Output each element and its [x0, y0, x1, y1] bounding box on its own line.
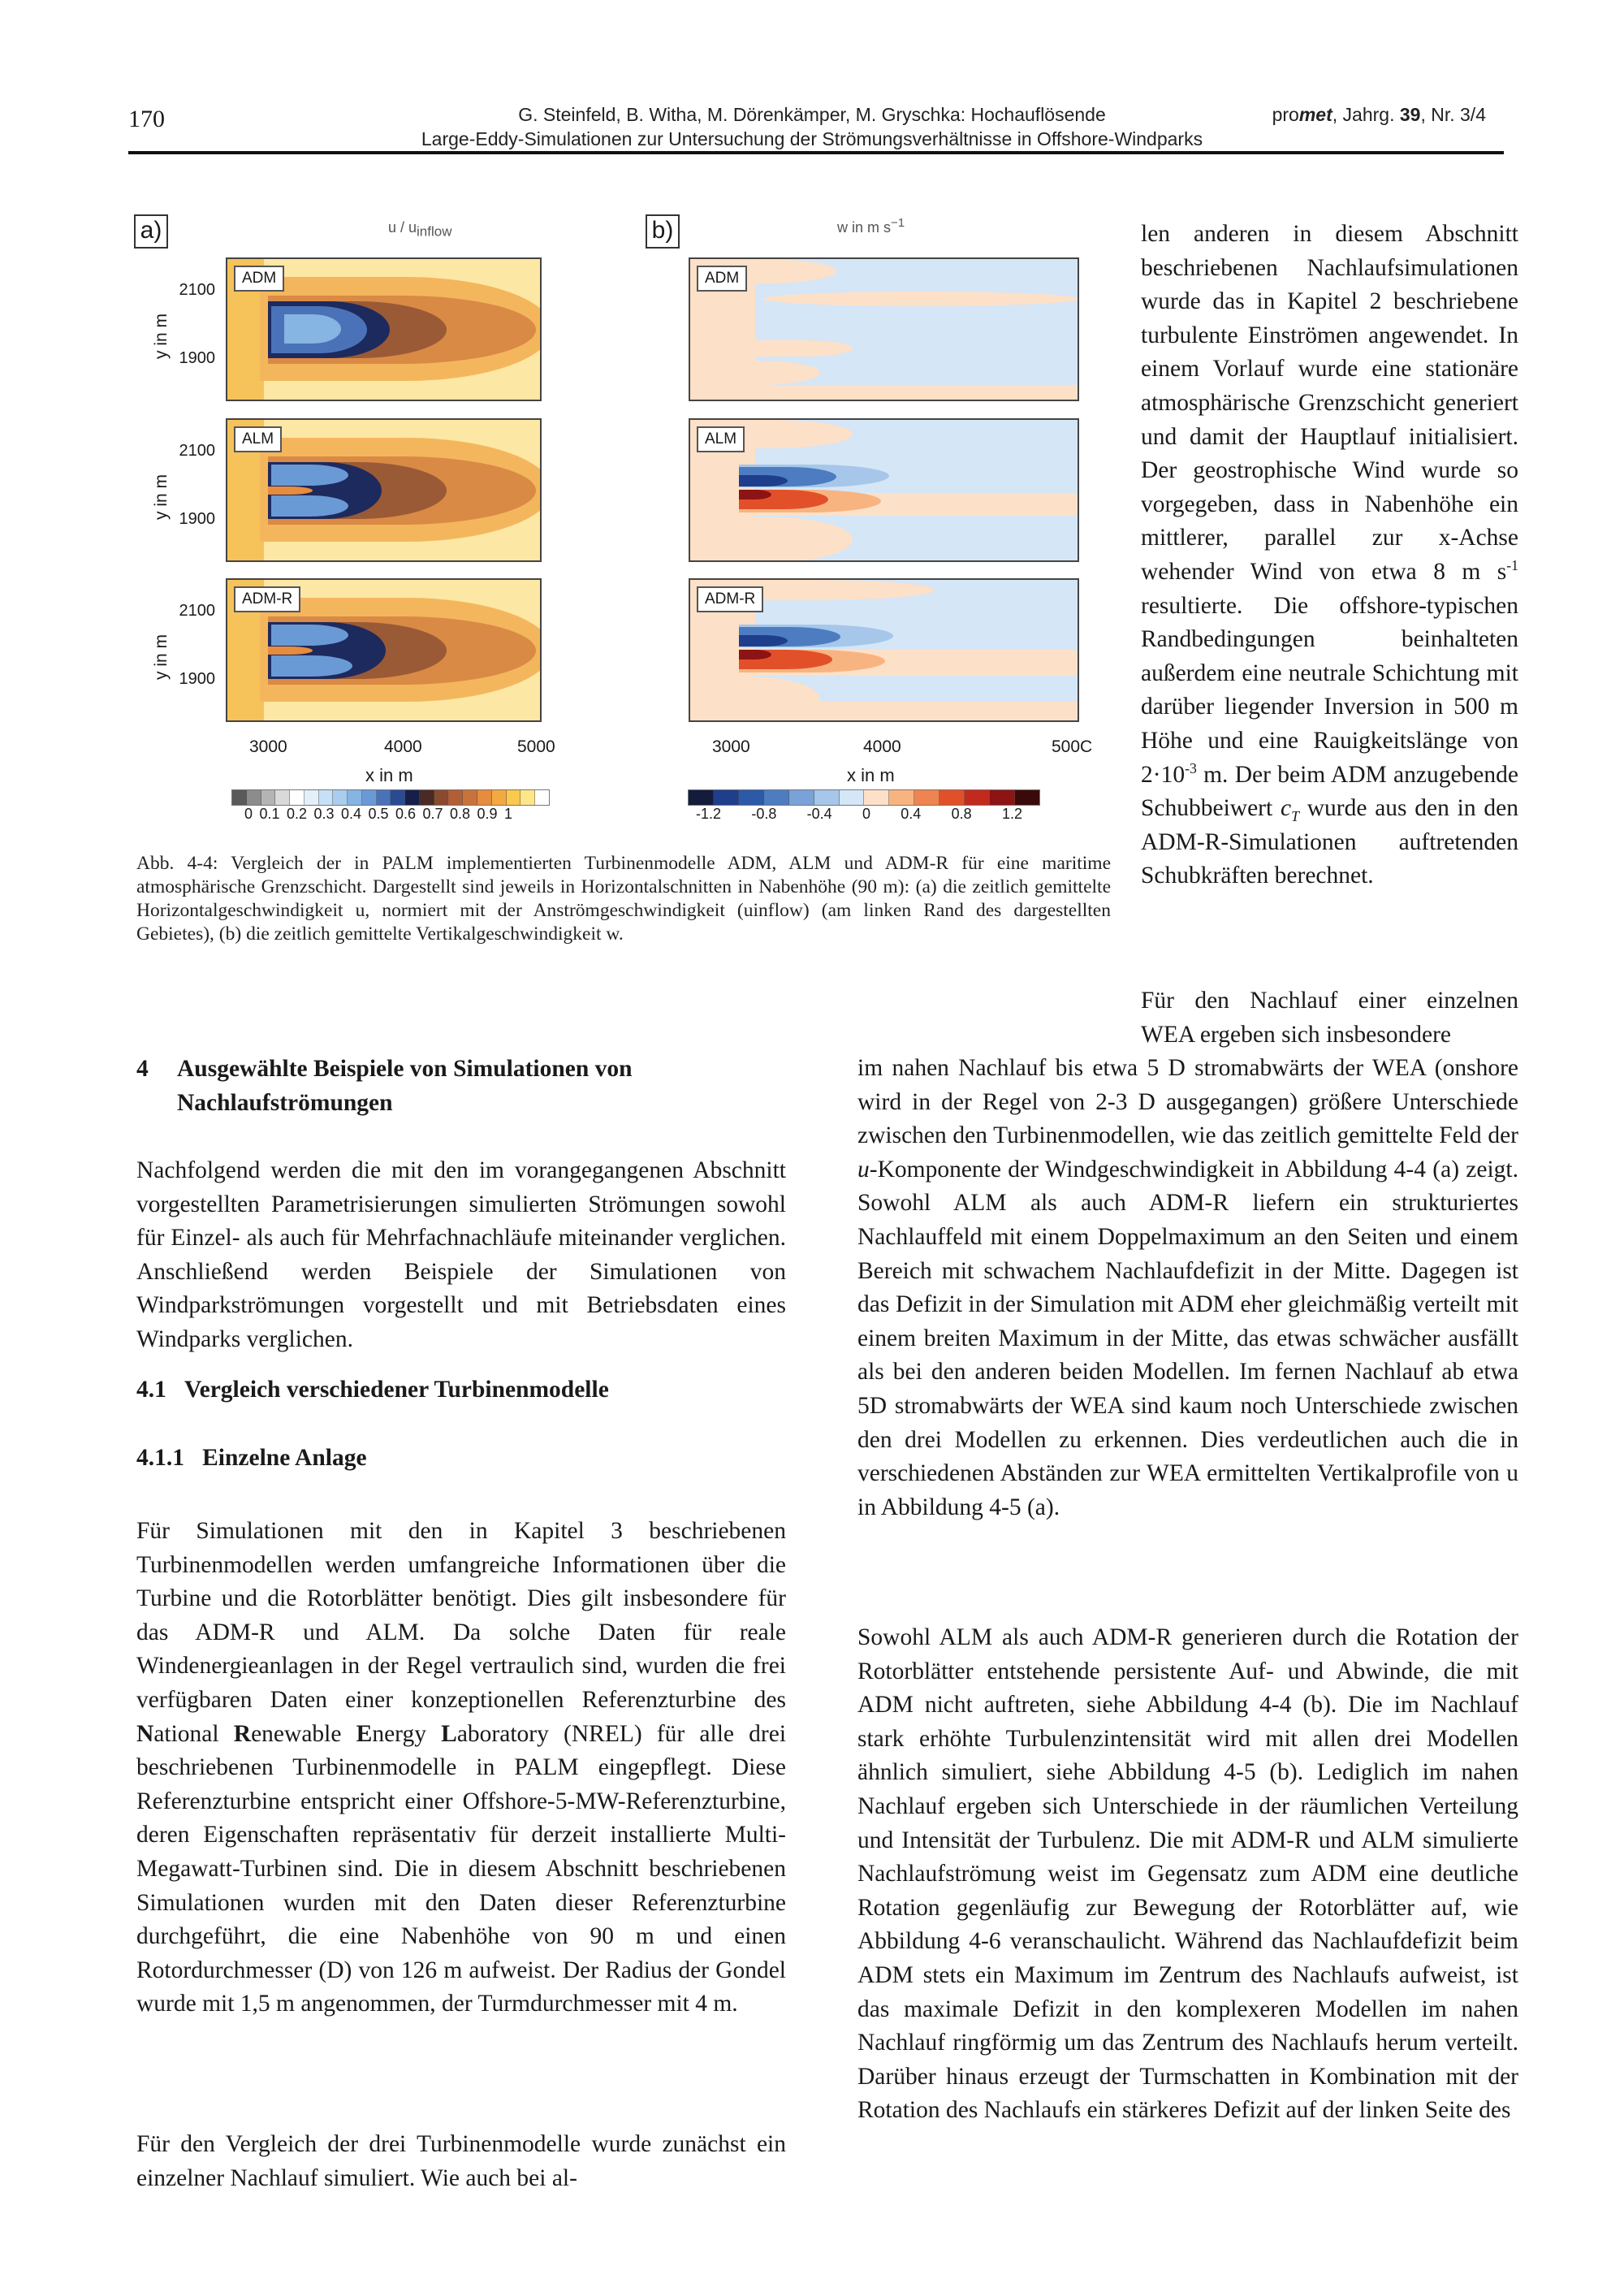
running-title-line-2: Large-Eddy-Simulationen zur Untersuchung der Strömungsverhältnisse in Offshore-Windparks — [421, 128, 1203, 149]
colorbar-tick-label: 0 — [862, 806, 870, 822]
colorbar-swatch — [939, 790, 965, 805]
journal-name-emphasis: met — [1298, 104, 1332, 125]
nrel-letter-r: R — [233, 1720, 252, 1747]
roughness-exponent: -3 — [1185, 759, 1197, 776]
colorbar-swatch — [232, 790, 247, 805]
right-column-paragraph-2-intro: Für den Nachlauf einer einzelnen WEA ergeben sich insbesondere — [1141, 988, 1518, 1048]
colorbar-swatch — [362, 790, 377, 805]
section-number: 4 — [136, 1056, 149, 1082]
colorbar-tick-label: -0.8 — [751, 806, 777, 822]
model-tag-adm-a: ADM — [234, 266, 284, 292]
right-column-paragraph-3: Sowohl ALM als auch ADM-R generieren durch die Rotation der Rotorblätter entstehende persistente Auf- und Abwinde, die mit ADM nicht auftreten, siehe Abbildung 4-4 (b). Die im Nachlauf stark erhöhte Turbulenzintensität wird mit allen drei Modellen ähnlich simuliert, siehe Abbildung 4-5 (b). Lediglich im nahen Nachlauf ergeben sich Unterschiede in der räumlichen Verteilung und Intensität der Turbulenz. Die mit ADM-R und ALM simulierte Nachlaufströmung weist im Gegensatz zum ADM eine deutliche Rotation gegenläufig zur Bewegung der Rotorblätter auf, wie Abbildung 4-6 veranschaulicht. Während das Nachlaufdefizit beim ADM stets ein Maximum im Zentrum des Nachlaufs aufweist, ist das maximale Defizit in den komplexeren Modellen im nahen Nachlauf ringförmig um das Zentrum des Nachlaufs herum verteilt. Darüber hinaus erzeugt der Turmschatten in Kombination mit der Rotation des Nachlaufs ein stärkeres Defizit auf der linken Seite des — [857, 1624, 1518, 2124]
plot-a-adm — [226, 257, 542, 401]
plot-a-admr — [226, 578, 542, 722]
ytick-1900: 1900 — [179, 670, 215, 688]
colorbar-swatch — [391, 790, 405, 805]
colorbar-swatch — [990, 790, 1015, 805]
panel-a-ylabel-1: y in m — [152, 313, 171, 359]
panel-a-title-sub: inflow — [417, 223, 452, 240]
figure-caption: Abb. 4-4: Vergleich der in PALM implementierten Turbinenmodelle ADM, ALM und ADM-R für eine maritime atmosphärische Grenzschicht. Dargestellt sind jeweils in Horizontalschnitten in Nabenhöhe (90 m): (a) die zeitlich gemittelte Horizontalgeschwindigkeit u, normiert mit der Anströmgeschwindigkeit (uinflow) (am linken Rand des dargestellten Gebietes), (b) die zeitlich gemittelte Vertikalgeschwindigkeit w. — [136, 853, 1111, 945]
colorbar-tick-label: 0.5 — [368, 806, 389, 822]
section-title: Ausgewählte Beispiele von Simulationen von Nachlaufströmungen — [177, 1056, 633, 1116]
colorbar-swatch — [789, 790, 814, 805]
model-tag-admr-b: ADM-R — [697, 586, 763, 612]
nrel-word: enewable — [251, 1720, 356, 1747]
journal-issue: , Nr. 3/4 — [1420, 104, 1486, 125]
colorbar-swatch — [535, 790, 549, 805]
paragraph-text-end: wurde aus den in den ADM-R-Simulationen auftretenden Schubkräften berechnet. — [1141, 795, 1518, 889]
colorbar-swatch — [420, 790, 434, 805]
paragraph-text-cont-2: m. Der beim ADM anzugebende Schubbeiwert — [1141, 761, 1518, 822]
nrel-letter-e: E — [356, 1720, 373, 1747]
panel-b-label: b) — [646, 214, 680, 249]
plot-b-admr — [689, 578, 1079, 722]
right-column-paragraph-2 — [857, 1052, 1518, 1524]
colorbar-swatch — [348, 790, 362, 805]
xtick-3000: 3000 — [249, 737, 287, 756]
paragraph-text: Für Simulationen mit den in Kapitel 3 beschriebenen Turbinenmodellen werden umfangreiche Informationen über die Turbine und die Rotorblätter benötigt. Dies gilt insbesondere für das ADM-R und ALM. Da solche Daten für reale Windenergieanlagen in der Regel vertraulich sind, wurden die frei verfügbaren Daten einer konzeptionellen Referenzturbine des — [136, 1518, 786, 1713]
wind-speed-value: 8 m s — [1433, 558, 1507, 585]
section-4-heading — [136, 1053, 786, 1120]
paragraph-text-cont: resultierte. Die offshore-typischen Randbedingungen beinhalteten außerdem eine neutrale Schichtung mit darüber liegender Inversion in 500 m Höhe und eine Rauigkeitslänge von 2·10 — [1141, 592, 1518, 788]
running-title — [365, 102, 1259, 151]
panel-a-ylabel-2: y in m — [152, 473, 171, 520]
colorbar-tick-label: 0 — [244, 806, 253, 822]
u-component-symbol: u — [857, 1156, 870, 1183]
ytick-2100: 2100 — [179, 442, 215, 460]
nrel-word: aboratory — [456, 1720, 549, 1747]
colorbar-swatch — [965, 790, 990, 805]
colorbar-swatch — [689, 790, 714, 805]
thrust-coefficient-symbol: c — [1280, 795, 1292, 822]
colorbar-swatch — [463, 790, 477, 805]
colorbar-swatch — [377, 790, 391, 805]
colorbar-tick-label: 1.2 — [1001, 806, 1022, 822]
journal-reference — [1272, 104, 1486, 126]
model-tag-admr-a: ADM-R — [234, 586, 300, 612]
model-tag-alm-b: ALM — [697, 426, 745, 452]
model-tag-adm-b: ADM — [697, 266, 747, 292]
xtick-5000-b: 500C — [1052, 737, 1093, 756]
figure-4-4 — [134, 213, 1125, 830]
colorbar-b-ticks — [696, 806, 1022, 823]
colorbar-tick-label: 0.4 — [901, 806, 922, 822]
section-title: Einzelne Anlage — [202, 1445, 367, 1471]
xtick-4000: 4000 — [384, 737, 422, 756]
colorbar-tick-label: 0.1 — [259, 806, 280, 822]
colorbar-swatch — [434, 790, 449, 805]
colorbar-swatch — [448, 790, 463, 805]
colorbar-tick-label: 0.6 — [395, 806, 417, 822]
wind-speed-exponent: -1 — [1506, 557, 1518, 574]
colorbar-tick-label: 0.7 — [422, 806, 443, 822]
colorbar-swatch — [1015, 790, 1039, 805]
panel-a-label: a) — [134, 214, 168, 249]
panel-b-title — [837, 216, 905, 236]
colorbar-tick-label: -1.2 — [696, 806, 722, 822]
paragraph-text: len anderen in diesem Abschnitt beschriebenen Nachlaufsimulationen wurde das in Kapitel 2 beschriebene turbulente Einströmen angewendet. In einem Vorlauf wurde eine stationäre atmosphärische Grenzschicht generiert und damit der Hauptlauf initialisiert. Der geostrophische Wind wurde so vorgegeben, dass in Nabenhöhe ein mittlerer, parallel zur x-Achse wehender Wind von etwa — [1141, 221, 1518, 585]
panel-b-title-sup: −1 — [891, 216, 905, 230]
header-rule — [128, 151, 1504, 154]
paragraph-text-cont: (NREL) für alle drei beschriebenen Turbinenmodelle in PALM eingepflegt. Diese Referenzturbine entspricht einer Offshore-5-MW-Referenzturbine, deren Eigenschaften repräsentativ für derzeit installierte Multi-Megawatt-Turbinen sind. Die in diesem Abschnitt beschriebenen Simulationen wurden mit den Daten dieser Referenzturbine durchgeführt, die eine Nabenhöhe von 90 m und einen Rotordurchmesser (D) von 126 m aufweist. Der Radius der Gondel wurde mit 1,5 m angenommen, der Turmdurchmesser mit 4 m. — [136, 1720, 787, 2017]
section-4-1-1-body-2: Für den Vergleich der drei Turbinenmodelle wurde zunächst ein einzelner Nachlauf simuliert. Wie auch bei al- — [136, 2131, 786, 2191]
colorbar-tick-label: 1 — [503, 806, 512, 822]
colorbar-swatch — [739, 790, 764, 805]
colorbar-tick-label: 0.8 — [449, 806, 471, 822]
running-title-line-1: G. Steinfeld, B. Witha, M. Dörenkämper, M. Gryschka: Hochauflösende — [518, 104, 1106, 125]
colorbar-swatch — [492, 790, 507, 805]
colorbar-b — [688, 789, 1040, 806]
colorbar-a — [231, 789, 550, 806]
xtick-5000: 5000 — [517, 737, 555, 756]
section-title: Vergleich verschiedener Turbinenmodelle — [184, 1377, 609, 1403]
colorbar-swatch — [520, 790, 535, 805]
thrust-coefficient-subscript: T — [1291, 807, 1299, 824]
journal-year-label: , Jahrg. — [1332, 104, 1400, 125]
colorbar-swatch — [405, 790, 420, 805]
nrel-letter-l: L — [441, 1720, 457, 1747]
ytick-2100: 2100 — [179, 281, 215, 299]
section-number: 4.1 — [136, 1377, 166, 1403]
colorbar-swatch — [889, 790, 914, 805]
section-4-1-1-heading — [136, 1445, 367, 1472]
colorbar-swatch — [507, 790, 521, 805]
panel-b-xlabel: x in m — [847, 765, 895, 785]
plot-b-adm — [689, 257, 1079, 401]
plot-a-alm — [226, 418, 542, 562]
panel-a-title — [388, 219, 452, 240]
colorbar-tick-label: -0.4 — [806, 806, 832, 822]
right-column-paragraph-1 — [1141, 218, 1518, 893]
colorbar-swatch — [814, 790, 840, 805]
colorbar-tick-label: 0.3 — [313, 806, 335, 822]
colorbar-swatch — [304, 790, 319, 805]
colorbar-swatch — [261, 790, 276, 805]
paragraph-text-cont: -Komponente der Windgeschwindigkeit in Abbildung 4-4 (a) zeigt. Sowohl ALM als auch ADM-R liefern ein strukturiertes Nachlauffeld mit einem Doppelmaximum an den Seiten und einem Bereich mit schwachem Nachlaufdefizit in der Mitte. Dagegen ist das Defizit in der Simulation mit ADM eher gleichmäßig verteilt mit einem breiten Maximum in der Mitte, das etwas schwächer ausfällt als bei den anderen beiden Modellen. Im fernen Nachlauf ab etwa 5D stromabwärts der WEA sind kaum noch Unterschiede zwischen den drei Modellen zu erkennen. Dies verdeutlichen auch die in verschiedenen Abständen zur WEA ermittelten Vertikalprofile von u in Abbildung 4-5 (a). — [857, 1156, 1518, 1520]
ytick-1900: 1900 — [179, 510, 215, 528]
colorbar-swatch — [914, 790, 939, 805]
colorbar-swatch — [290, 790, 304, 805]
section-4-body: Nachfolgend werden die mit den im vorangegangenen Abschnitt vorgestellten Parametrisierungen simulierten Strömungen sowohl für Einzel- als auch für Mehrfachnachläufe miteinander verglichen. Anschließend werden Beispiele der Simulationen von Windparkströmungen vorgestellt und mit Betriebsdaten eines Windparks verglichen. — [136, 1157, 786, 1352]
section-4-1-1-body — [136, 1515, 786, 2021]
colorbar-swatch — [319, 790, 334, 805]
colorbar-swatch — [714, 790, 739, 805]
paragraph-text: im nahen Nachlauf bis etwa 5 D stromabwärts der WEA (onshore wird in der Regel von 2-3 D ausgegangen) größere Unterschiede zwischen den Turbinenmodellen, wie das zeitlich gemittelte Feld der — [857, 1055, 1518, 1149]
colorbar-swatch — [333, 790, 348, 805]
colorbar-swatch — [764, 790, 789, 805]
xtick-3000-b: 3000 — [712, 737, 750, 756]
section-4-1-heading — [136, 1377, 609, 1403]
colorbar-tick-label: 0.8 — [951, 806, 972, 822]
page-number: 170 — [128, 106, 165, 132]
panel-a-title-main: u / u — [388, 219, 417, 236]
plot-b-alm — [689, 418, 1079, 562]
colorbar-swatch — [275, 790, 290, 805]
colorbar-swatch — [864, 790, 889, 805]
panel-b-title-main: w in m s — [837, 219, 892, 236]
xtick-4000-b: 4000 — [863, 737, 901, 756]
nrel-word: nergy — [372, 1720, 442, 1747]
section-number: 4.1.1 — [136, 1445, 184, 1471]
colorbar-swatch — [840, 790, 865, 805]
colorbar-a-ticks — [244, 806, 512, 823]
ytick-2100: 2100 — [179, 602, 215, 620]
nrel-letter-n: N — [136, 1720, 154, 1747]
ytick-1900: 1900 — [179, 349, 215, 367]
nrel-word: ational — [153, 1720, 234, 1747]
journal-volume: 39 — [1399, 104, 1421, 125]
panel-a-xlabel: x in m — [365, 765, 413, 785]
model-tag-alm-a: ALM — [234, 426, 282, 452]
colorbar-tick-label: 0.4 — [340, 806, 362, 822]
colorbar-tick-label: 0.9 — [477, 806, 498, 822]
colorbar-swatch — [477, 790, 492, 805]
colorbar-swatch — [247, 790, 261, 805]
journal-name-pre: pro — [1272, 104, 1299, 125]
colorbar-tick-label: 0.2 — [286, 806, 308, 822]
panel-a-ylabel-3: y in m — [152, 633, 171, 680]
